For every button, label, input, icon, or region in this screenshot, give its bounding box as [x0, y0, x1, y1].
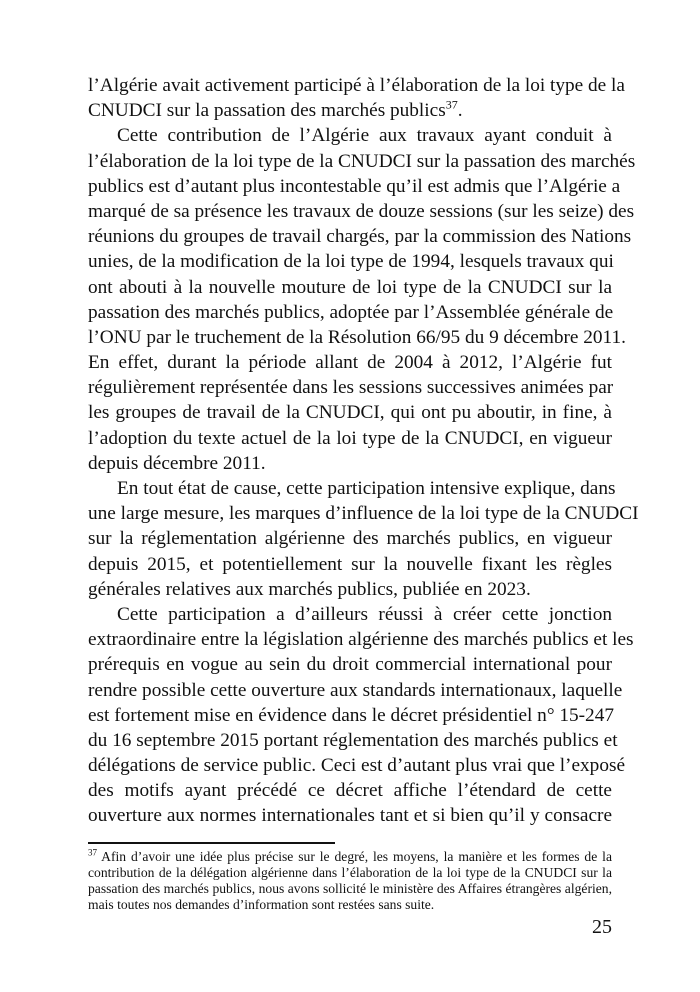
- text-line: En effet, durant la période allant de 2004 à 2012, l’Algérie fut: [88, 352, 612, 374]
- text-line: unies, de la modification de la loi type de 1994, lesquels travaux qui: [88, 251, 614, 273]
- text-line: marqué de sa présence les travaux de douze sessions (sur les seize) des: [88, 200, 635, 222]
- text-line: Cette participation a d’ailleurs réussi à créer cette jonction: [117, 603, 612, 625]
- footnote: [88, 849, 612, 913]
- footnote-line: contribution de la délégation algérienne dans l’élaboration de la loi type de la CNUDCI sur la: [88, 865, 612, 880]
- footnote-line: mais toutes nos demandes d’information sont restées sans suite.: [88, 897, 435, 912]
- page-number: 25: [592, 916, 612, 938]
- text-line: une large mesure, les marques d’influence de la loi type de la CNUDCI: [88, 503, 639, 525]
- text-line: sur la réglementation algérienne des marchés publics, en vigueur: [88, 528, 612, 550]
- text-line: du 16 septembre 2015 portant réglementation des marchés publics et: [88, 729, 618, 751]
- text-line: l’Algérie avait activement participé à l’élaboration de la loi type de la: [88, 75, 625, 96]
- text-line: délégations de service public. Ceci est d’autant plus vrai que l’exposé: [88, 755, 626, 777]
- paragraph: [88, 602, 634, 829]
- text-line: ont abouti à la nouvelle mouture de loi type de la CNUDCI sur la: [88, 276, 612, 298]
- text-line: rendre possible cette ouverture aux standards internationaux, laquelle: [88, 679, 623, 701]
- text-line: depuis 2015, et potentiellement sur la nouvelle fixant les règles: [88, 553, 612, 575]
- text-line: depuis décembre 2011.: [88, 452, 266, 474]
- text-line: générales relatives aux marchés publics, publiée en 2023.: [88, 578, 531, 600]
- text-line: publics est d’autant plus incontestable qu’il est admis que l’Algérie a: [88, 175, 621, 197]
- paragraph: [88, 73, 625, 123]
- footnote-number: 37: [88, 847, 97, 858]
- body-text: [88, 73, 639, 829]
- text-line: l’adoption du texte actuel de la loi type de la CNUDCI, en vigueur: [88, 427, 612, 449]
- text-line: des motifs ayant précédé ce décret affiche l’étendard de cette: [88, 780, 612, 802]
- footnote-separator: [88, 842, 335, 844]
- text-line: ouverture aux normes internationales tant et si bien qu’il y consacre: [88, 805, 612, 827]
- text-line: prérequis en vogue au sein du droit commercial international pour: [88, 654, 612, 676]
- text-line: En tout état de cause, cette participation intensive explique, dans: [117, 478, 616, 499]
- text-line: Cette contribution de l’Algérie aux travaux ayant conduit à: [117, 125, 612, 147]
- paragraph: [88, 476, 639, 602]
- text-line: l’ONU par le truchement de la Résolution 66/95 du 9 décembre 2011.: [88, 326, 626, 348]
- text-line: CNUDCI sur la passation des marchés publics$^{37}$.: [88, 97, 463, 122]
- text-line: est fortement mise en évidence dans le décret présidentiel n° 15-247: [88, 704, 614, 726]
- text-line: extraordinaire entre la législation algérienne des marchés publics et les: [88, 629, 634, 651]
- footnote-line: passation des marchés publics, nous avons sollicité le ministère des Affaires étrangères algérien,: [88, 881, 612, 896]
- footnote-reference[interactable]: 37: [445, 97, 458, 112]
- text-line: réunions du groupes de travail chargés, par la commission des Nations: [88, 226, 632, 248]
- text-line: les groupes de travail de la CNUDCI, qui ont pu aboutir, in fine, à: [88, 402, 612, 424]
- paragraph: [88, 123, 636, 476]
- text-line: régulièrement représentée dans les sessions successives animées par: [88, 377, 614, 399]
- text-line: passation des marchés publics, adoptée par l’Assemblée générale de: [88, 301, 614, 323]
- text-line: l’élaboration de la loi type de la CNUDCI sur la passation des marchés: [88, 150, 636, 172]
- footnote-line: $^{37}$ Afin d’avoir une idée plus précise sur le degré, les moyens, la manière et les formes de la: [88, 847, 612, 864]
